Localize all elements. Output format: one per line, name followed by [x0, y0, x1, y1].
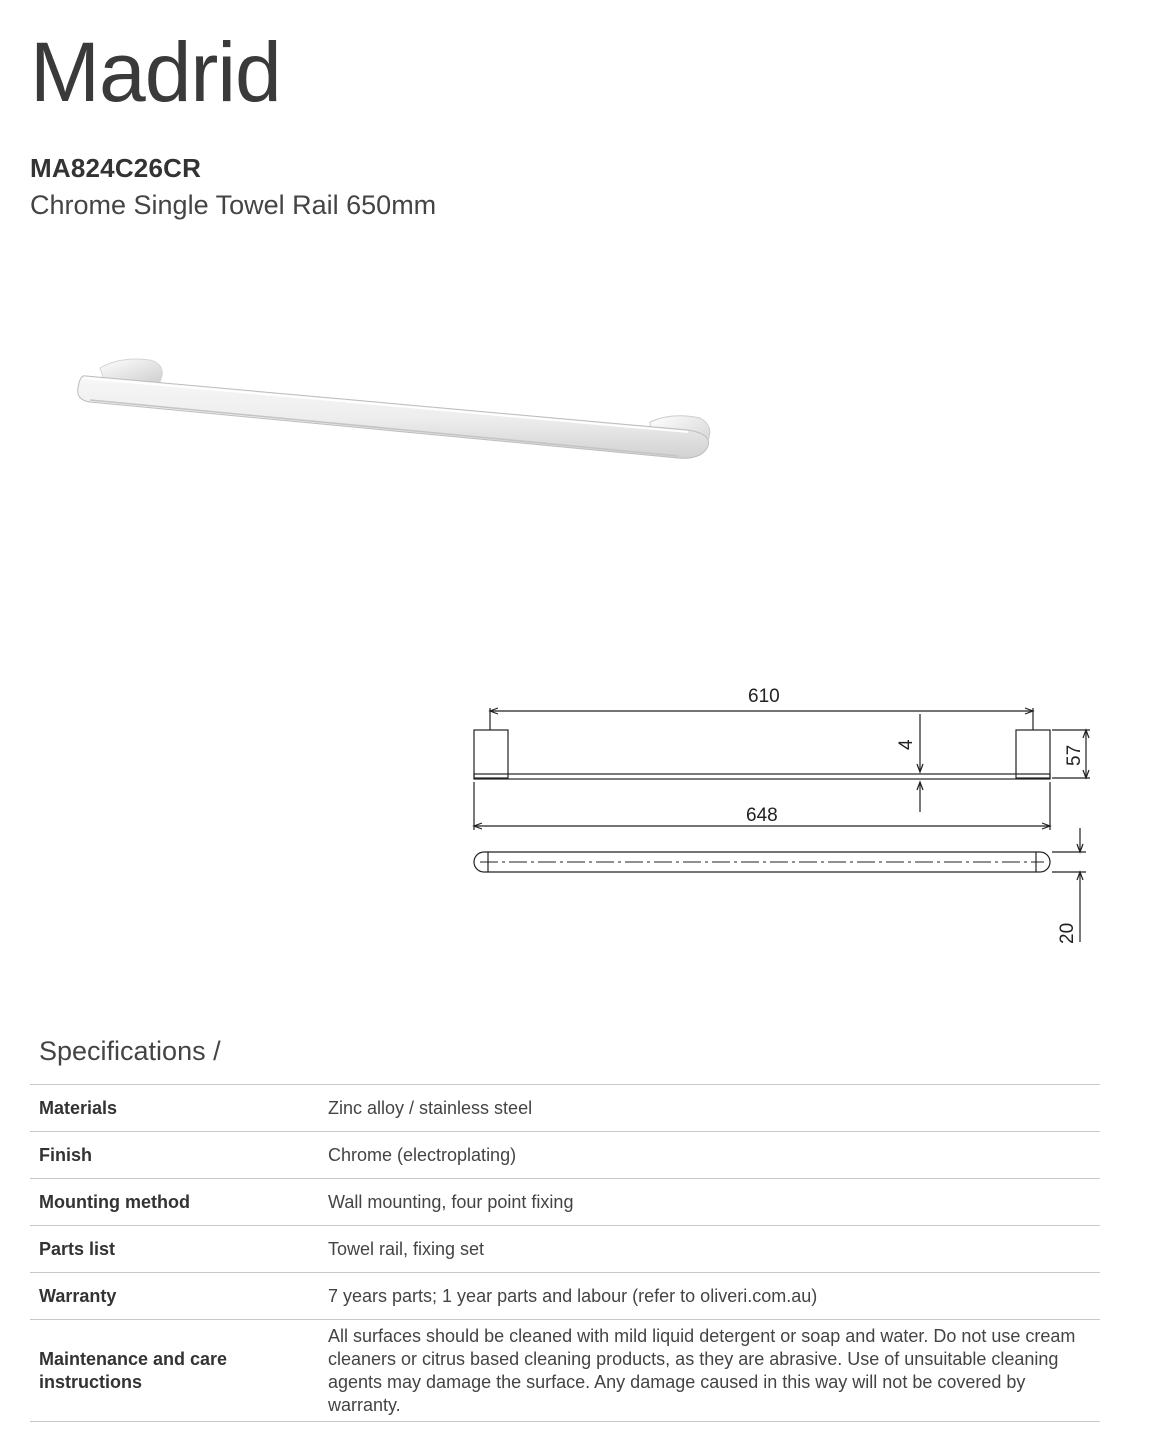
- specifications-table: [30, 1084, 1100, 1422]
- dim-height: 57: [1064, 744, 1085, 766]
- spec-label: Parts list: [30, 1226, 319, 1273]
- table-row: [30, 1226, 1100, 1273]
- table-row: [30, 1132, 1100, 1179]
- spec-value: Towel rail, fixing set: [319, 1226, 1100, 1273]
- product-image: [60, 330, 740, 490]
- dim-bar-thickness: 4: [896, 739, 917, 750]
- spec-value: Wall mounting, four point fixing: [319, 1179, 1100, 1226]
- spec-value: Zinc alloy / stainless steel: [319, 1085, 1100, 1132]
- spec-label: Warranty: [30, 1273, 319, 1320]
- table-row: [30, 1179, 1100, 1226]
- spec-value: All surfaces should be cleaned with mild liquid detergent or soap and water. Do not use cream cleaners or citrus based cleaning products, as they are abrasive. Use of unsuitable cleaning agents may damage the surface. Any damage caused in this way will not be covered by warranty.: [319, 1320, 1100, 1422]
- table-row: [30, 1320, 1100, 1422]
- dimension-drawing: [440, 670, 1120, 970]
- table-row: [30, 1085, 1100, 1132]
- spec-label: Maintenance and care instructions: [30, 1320, 319, 1422]
- dim-overall-width: 648: [746, 805, 778, 826]
- product-name: Chrome Single Towel Rail 650mm: [30, 190, 437, 220]
- brand-title: Madrid: [30, 25, 281, 119]
- product-code: MA824C26CR: [30, 153, 202, 183]
- spec-label: Mounting method: [30, 1179, 319, 1226]
- spec-label: Finish: [30, 1132, 319, 1179]
- table-row: [30, 1273, 1100, 1320]
- spec-value: 7 years parts; 1 year parts and labour (refer to oliveri.com.au): [319, 1273, 1100, 1320]
- specifications-heading: Specifications /: [39, 1036, 221, 1066]
- dim-depth: 20: [1057, 922, 1078, 944]
- spec-label: Materials: [30, 1085, 319, 1132]
- spec-value: Chrome (electroplating): [319, 1132, 1100, 1179]
- dim-inner-width: 610: [748, 686, 780, 707]
